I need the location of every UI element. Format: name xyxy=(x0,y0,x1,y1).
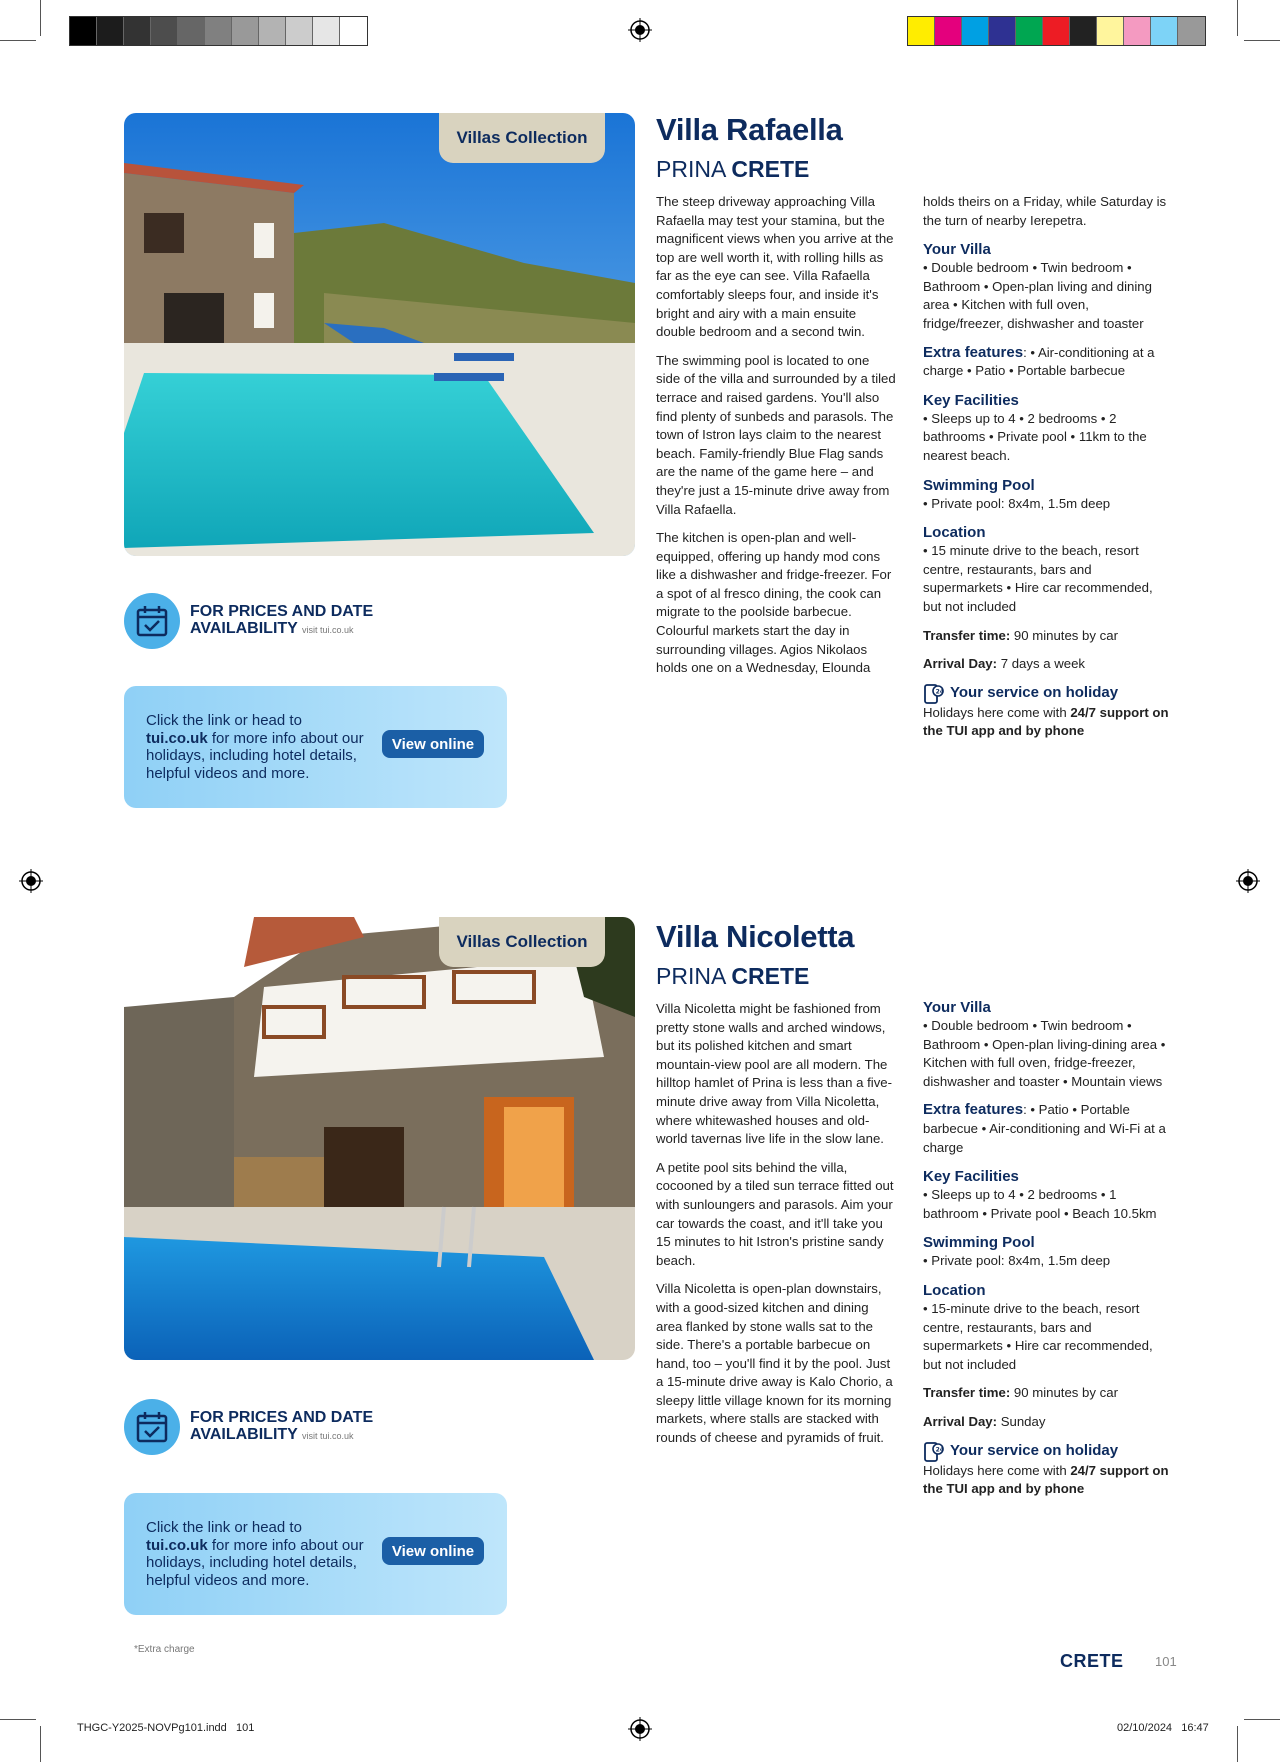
key-facilities-heading: Key Facilities xyxy=(923,391,1019,409)
transfer-time: Transfer time: 90 minutes by car xyxy=(923,1385,1118,1401)
view-online-button[interactable]: View online xyxy=(382,730,484,758)
key-facilities-block xyxy=(923,391,1169,466)
facts-column xyxy=(923,998,1169,1499)
crop-mark xyxy=(40,1726,41,1762)
your-villa-text: • Double bedroom • Twin bedroom • Bathroom • Open-plan living-dining area • Kitchen with full oven, fridge-freezer, dishwasher and toaster • Mountain views xyxy=(923,1018,1166,1089)
swimming-pool-text: • Private pool: 8x4m, 1.5m deep xyxy=(923,1253,1111,1269)
villa-rafaella-photo xyxy=(124,113,635,556)
service-text: Holidays here come with 24/7 support on the TUI app and by phone xyxy=(923,1462,1169,1497)
registration-mark-icon xyxy=(1236,869,1260,893)
prices-text: FOR PRICES AND DATE AVAILABILITY visit tui.co.uk xyxy=(190,1409,374,1443)
phone-support-icon xyxy=(923,684,945,704)
description-column xyxy=(656,1000,896,1458)
service-block xyxy=(923,1442,1169,1499)
extra-features-heading: Extra features xyxy=(923,343,1024,361)
location-heading: Location xyxy=(923,524,986,542)
villa-nicoletta-photo xyxy=(124,917,635,1360)
extra-features-text: : • Patio • Portable barbecue • Air-conditioning and Wi-Fi at a charge xyxy=(923,1102,1166,1155)
view-online-panel xyxy=(124,1493,507,1615)
your-villa-block xyxy=(923,240,1169,333)
crop-mark xyxy=(0,1719,36,1720)
print-slug-date: 02/10/2024 16:47 xyxy=(1117,1722,1209,1734)
extra-features-block xyxy=(923,344,1169,381)
description-paragraph: The swimming pool is located to one side of the villa and surrounded by a tiled terrace and raised gardens. You'll also find plenty of sunbeds and parasols. The town of Istron lays claim to the nearest beach. Family-friendly Blue Flag sands are the name of the game here – and they're just a 15-minute drive away from Villa Rafaella. xyxy=(656,352,896,517)
arrival-day: Arrival Day: Sunday xyxy=(923,1413,1046,1429)
calendar-icon xyxy=(124,593,180,649)
swimming-pool-heading: Swimming Pool xyxy=(923,476,1035,494)
service-text: Holidays here come with 24/7 support on the TUI app and by phone xyxy=(923,704,1169,739)
description-continued: holds theirs on a Friday, while Saturday is the turn of nearby Ierepetra. xyxy=(923,194,1167,228)
registration-mark-icon xyxy=(19,869,43,893)
location-heading: Location xyxy=(923,1281,986,1299)
print-slug-file: THGC-Y2025-NOVPg101.indd 101 xyxy=(77,1722,255,1734)
key-facilities-block xyxy=(923,1167,1169,1223)
calendar-icon xyxy=(124,1399,180,1455)
description-column xyxy=(656,193,896,688)
description-paragraph: Villa Nicoletta might be fashioned from pretty stone walls and arched windows, but its polished kitchen and smart mountain-view pool are all modern. The hilltop hamlet of Prina is less than a five-minute drive away from Villa Nicoletta, where whitewashed houses and old-world tavernas live life in the slow lane. xyxy=(656,1001,893,1147)
swimming-pool-heading: Swimming Pool xyxy=(923,1234,1035,1252)
view-online-text: Click the link or head to tui.co.uk for more info about our holidays, including hotel details, helpful videos and more. xyxy=(146,712,364,782)
view-online-panel xyxy=(124,686,507,808)
villa-location-subtitle: PRINA CRETE xyxy=(656,156,810,182)
crop-mark xyxy=(1237,0,1238,36)
villas-collection-badge: Villas Collection xyxy=(439,113,605,163)
your-villa-text: • Double bedroom • Twin bedroom • Bathroom • Open-plan living and dining area • Kitchen with full oven, fridge/freezer, dishwasher and toaster xyxy=(923,260,1152,331)
service-heading: Your service on holiday xyxy=(950,1442,1119,1460)
villa-location-subtitle: PRINA CRETE xyxy=(656,963,810,989)
view-online-button[interactable]: View online xyxy=(382,1537,484,1565)
service-heading: Your service on holiday xyxy=(950,684,1119,702)
your-villa-heading: Your Villa xyxy=(923,241,991,259)
section-footer-label: CRETE xyxy=(1060,1651,1124,1671)
your-villa-block xyxy=(923,998,1169,1091)
transfer-time: Transfer time: 90 minutes by car xyxy=(923,627,1118,643)
key-facilities-text: • Sleeps up to 4 • 2 bedrooms • 1 bathroom • Private pool • Beach 10.5km xyxy=(923,1187,1157,1221)
swimming-pool-text: • Private pool: 8x4m, 1.5m deep xyxy=(923,495,1111,511)
villas-collection-badge: Villas Collection xyxy=(439,917,605,967)
key-facilities-heading: Key Facilities xyxy=(923,1168,1019,1186)
description-paragraph: The steep driveway approaching Villa Rafaella may test your stamina, but the magnificent views when you arrive at the top are well worth it, with rolling hills as far as the eye can see. Villa Rafaella comfortably sleeps four, and inside it's bright and airy with a main ensuite double bedroom and a second twin. xyxy=(656,194,894,340)
key-facilities-text: • Sleeps up to 4 • 2 bedrooms • 2 bathrooms • Private pool • 11km to the nearest beach. xyxy=(923,410,1147,463)
crop-mark xyxy=(1244,40,1280,41)
prices-availability[interactable] xyxy=(124,593,373,649)
prices-availability[interactable] xyxy=(124,1399,373,1455)
grayscale-swatch-bar xyxy=(69,16,368,46)
facts-column xyxy=(923,193,1169,741)
extra-features-block xyxy=(923,1101,1169,1157)
swimming-pool-block xyxy=(923,476,1169,514)
svg-text:24: 24 xyxy=(935,1446,944,1453)
location-text: • 15-minute drive to the beach, resort centre, restaurants, bars and supermarkets • Hire car recommended, but not included xyxy=(923,1300,1153,1372)
location-block xyxy=(923,1281,1169,1374)
svg-text:24: 24 xyxy=(935,688,944,696)
swimming-pool-block xyxy=(923,1233,1169,1271)
phone-support-icon xyxy=(923,1442,945,1462)
description-paragraph: A petite pool sits behind the villa, cocooned by a tiled sun terrace fitted out with sunloungers and parasols. Aim your car towards the coast, and it'll take you 15 minutes to hit Istron's pristine sandy beach. xyxy=(656,1159,894,1268)
prices-text: FOR PRICES AND DATE AVAILABILITY visit tui.co.uk xyxy=(190,603,374,637)
description-paragraph: The kitchen is open-plan and well-equipped, offering up handy mod cons like a dishwasher and fridge-freezer. For a spot of al fresco dining, the cook can migrate to the poolside barbecue. Colourful markets start the day in surrounding villages. Agios Nikolaos holds one on a Wednesday, Elounda xyxy=(656,530,892,676)
crop-mark xyxy=(1237,1726,1238,1762)
view-online-text: Click the link or head to tui.co.uk for more info about our holidays, including hotel details, helpful videos and more. xyxy=(146,1519,364,1589)
arrival-day: Arrival Day: 7 days a week xyxy=(923,656,1086,672)
extra-features-text: : • Air-conditioning at a charge • Patio • Portable barbecue xyxy=(923,344,1155,379)
registration-mark-icon xyxy=(628,1717,652,1741)
description-paragraph: Villa Nicoletta is open-plan downstairs, with a good-sized kitchen and dining area flanked by stone walls sat to the side. There's a portable barbecue on hand, too – you'll find it by the pool. Just a 15-minute drive away is Kalo Chorio, a sleepy little village known for its morning markets, where stalls are stacked with rounds of cheese and pyramids of fruit. xyxy=(656,1281,893,1446)
page-number: 101 xyxy=(1155,1654,1177,1669)
villa-title: Villa Nicoletta xyxy=(656,919,855,954)
service-block xyxy=(923,684,1169,741)
extra-features-heading: Extra features xyxy=(923,1101,1024,1119)
crop-mark xyxy=(40,0,41,36)
registration-mark-icon xyxy=(628,18,652,42)
footnote: *Extra charge xyxy=(134,1644,195,1655)
location-text: • 15 minute drive to the beach, resort centre, restaurants, bars and supermarkets • Hire car recommended, but not included xyxy=(923,543,1153,614)
crop-mark xyxy=(1244,1719,1280,1720)
crop-mark xyxy=(0,40,36,41)
your-villa-heading: Your Villa xyxy=(923,999,991,1016)
location-block xyxy=(923,523,1169,616)
color-swatch-bar xyxy=(907,16,1206,46)
villa-title: Villa Rafaella xyxy=(656,112,843,147)
